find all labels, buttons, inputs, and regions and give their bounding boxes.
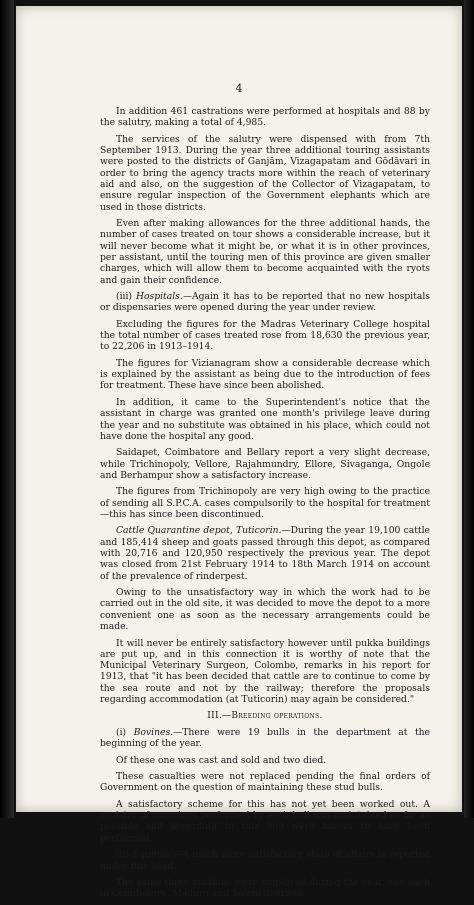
section-title: Breeding operations. — [231, 710, 323, 721]
italic-heading: Cattle Quarantine depot, Tuticorin. — [116, 525, 282, 537]
paragraph: It will never be entirely satisfactory however until pukka buildings are put up, and in this connection it is worthy of note that the Municipal Veterinary Surgeon, Colombo, remarks in his report for 1913, that "it has been decided that cattle are to continue to come by the sea route and not by the railway; therefore the proposals regarding accommodation (at Tuticorin) may again be considered." — [100, 637, 430, 706]
paragraph: The services of the salutry were dispensed with from 7th September 1913. During the year three additional touring assistants were posted to the districts of Ganjām, Vizagapatam and Gōdāvari in order to bring the agency tracts more within the reach of veterinary aid and also, on the suggestion of the Collector of Vizagapatam, to ensure regular inspection of the Government elephants which are used in those districts. — [100, 133, 430, 213]
paragraph: These casualties were not replaced pending the final orders of Government on the question of maintaining these stud bulls. — [100, 771, 430, 794]
clause-number: (ii) — [116, 849, 133, 861]
italic-heading: Hospitals. — [135, 291, 183, 303]
paragraph-text: —During the year 19,100 cattle and 185,414 sheep and goats passed through this depot, as compared with 20,716 and 120,950 respectively the previous year. The depot was closed from 21st February 1914 to 18th March 1914 on account of the prevalence of rinderpest. — [100, 525, 430, 582]
page-number: 4 — [235, 82, 243, 95]
clause-number: (iii) — [116, 291, 136, 303]
paragraph: Owing to the unsatisfactory way in which the work had to be carried out in the old site, it was decided to move the depot to a more convenient one as soon as the necessary arrangements could be made. — [100, 587, 430, 633]
section-heading — [100, 711, 430, 722]
italic-heading: Bovines. — [133, 726, 174, 738]
italic-heading: Equines. — [132, 849, 173, 861]
paragraph: In addition 461 castrations were performed at hospitals and 88 by the salutry, making a total of 4,985. — [100, 106, 430, 129]
paragraph — [100, 727, 430, 750]
paragraph: The figures for Vizianagram show a considerable decrease which is explained by the assistant as being due to the introduction of fees for treatment. These have since been abolished. — [100, 357, 430, 392]
document-page — [16, 6, 462, 900]
paragraph — [100, 291, 430, 314]
paragraph — [100, 849, 430, 872]
paragraph-text: —A much more satisfactory state of affairs is reported under this head. — [100, 849, 430, 872]
paragraph: Of these one was cast and sold and two died. — [116, 754, 327, 766]
body-text — [100, 106, 430, 905]
paragraph-text: —There were 19 bulls in the department at the beginning of the year. — [100, 726, 430, 750]
paragraph: The same three stallions were employed during the year, one each in Coimbatore, Madura and Salem districts. — [100, 877, 430, 900]
scan-left-edge — [0, 0, 14, 818]
paragraph: A satisfactory scheme for this has not yet been worked out. A register of coverings performed by each bull was maintained as far as possible and according to this 500 were known to have been performed. — [100, 798, 430, 844]
paragraph-text: —Again it has to be reported that no new hospitals or dispensaries were opened during the year under review. — [100, 291, 430, 314]
section-numeral: III.— — [207, 710, 232, 721]
paragraph: Excluding the figures for the Madras Veterinary College hospital the total number of cases treated rose from 18,630 the previous year, to 22,206 in 1913–1914. — [100, 318, 430, 353]
clause-number: (i) — [116, 726, 134, 738]
paragraph: Even after making allowances for the three additional hands, the number of cases treated on tour shows a considerable increase, but it will never become what it might be, or what it is in other provinces, per assistant, until the touring men of this province are given smaller charges, which will allow them to become acquainted with the ryots and gain their confidence. — [100, 218, 430, 286]
paragraph: Saidapet, Coimbatore and Bellary report a very slight decrease, while Trichinopoly, Vellore, Rajahmundry, Ellore, Sivaganga, Ongole and Berhampur show a satisfactory increase. — [100, 447, 430, 481]
paragraph: In addition, it came to the Superintendent's notice that the assistant in charge was granted one month's privilege leave during the year and no substitute was obtained in his place, which could not have done the hospital any good. — [100, 396, 430, 442]
paragraph: The figures from Trichinopoly are very high owing to the practice of sending all S.P.C.A. cases compulsorily to the hospital for treatment—this has since been discontinued. — [100, 486, 430, 520]
scan-right-edge — [464, 0, 474, 818]
paragraph — [100, 525, 430, 581]
